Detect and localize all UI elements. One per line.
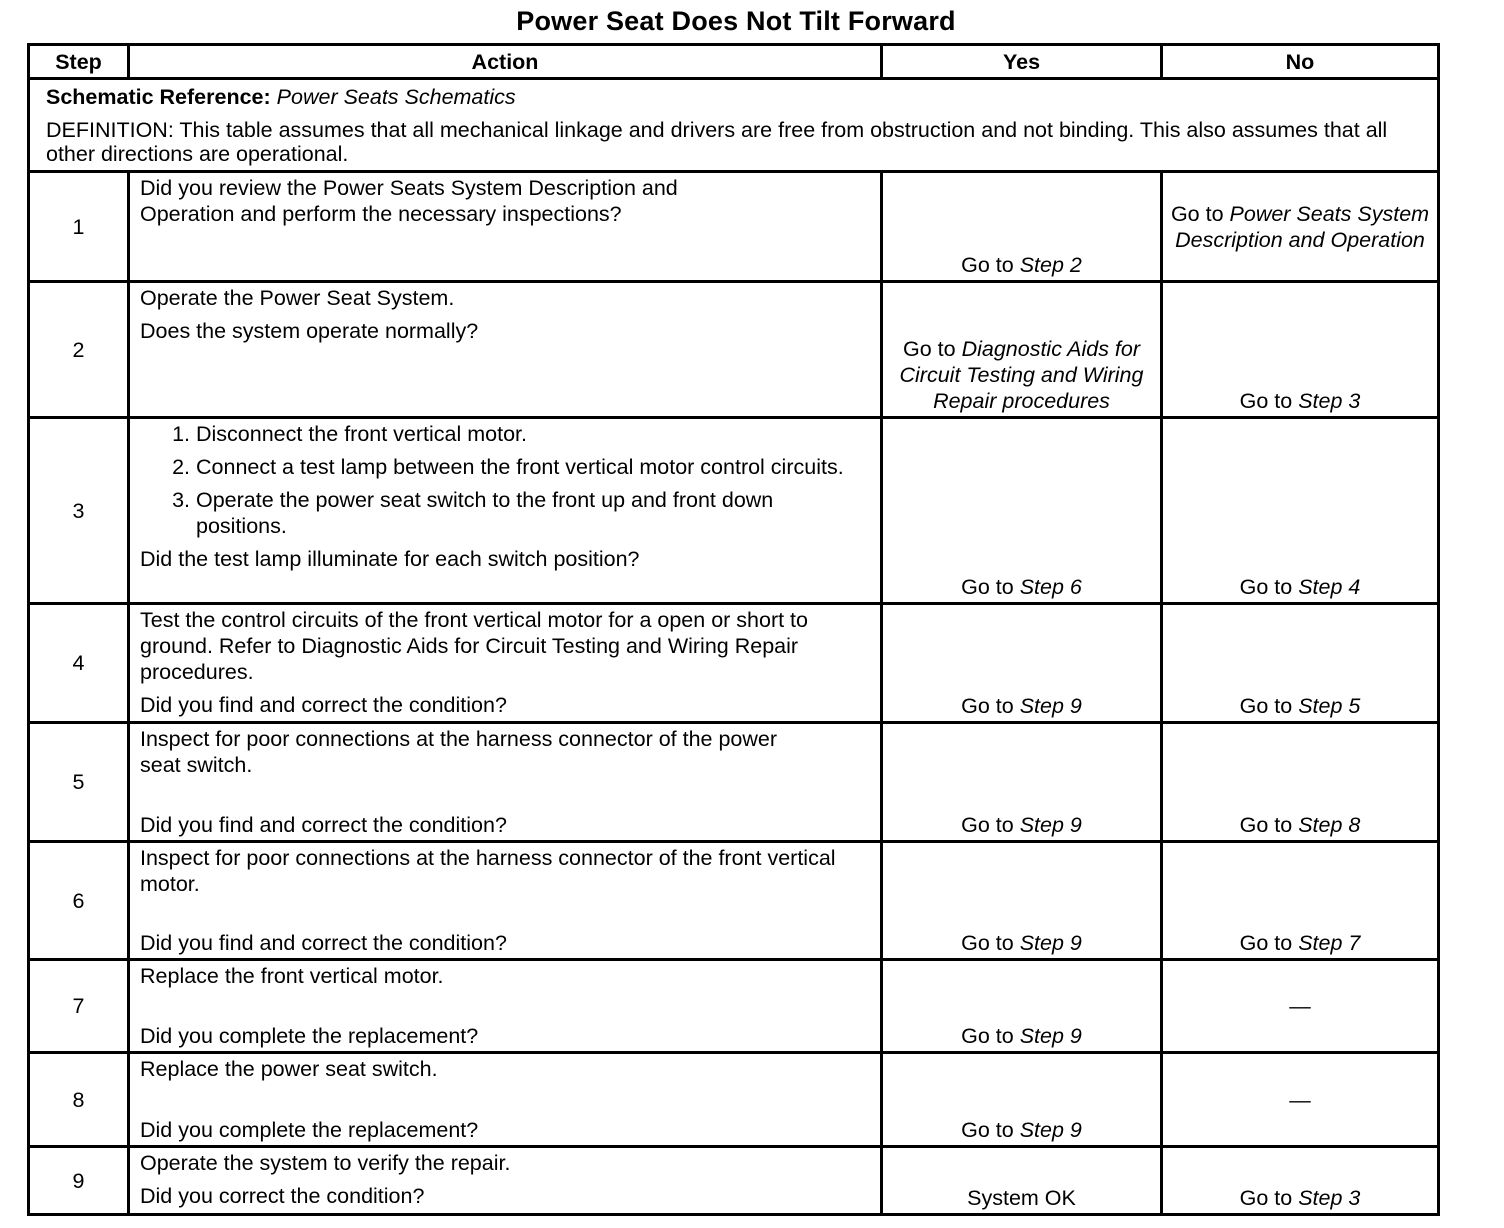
action-cell — [129, 418, 882, 604]
no-value-dash: — — [1289, 994, 1311, 1018]
yes-value: System OK — [967, 1186, 1076, 1210]
table-row — [29, 282, 1439, 418]
header-action: Action — [129, 45, 882, 79]
no-cell — [1162, 723, 1439, 842]
yes-prefix: Go to — [902, 337, 956, 361]
action-cell — [129, 1053, 882, 1147]
action-question: Did you find and correct the condition? — [140, 693, 507, 717]
schematic-reference-link[interactable]: Power Seats Schematics — [276, 85, 516, 109]
yes-prefix: Go to — [961, 694, 1014, 718]
table-row — [29, 1053, 1439, 1147]
yes-link[interactable]: Step 9 — [1019, 1118, 1082, 1142]
action-cell — [129, 960, 882, 1053]
yes-cell — [882, 604, 1162, 723]
action-text: Did you review the Power Seats System Description and Operation and perform the necessary inspections? — [140, 176, 678, 226]
schematic-reference — [46, 84, 1421, 110]
step-number: 5 — [29, 723, 129, 842]
action-question: Did you complete the replacement? — [140, 1118, 479, 1142]
action-text: Replace the front vertical motor. — [140, 964, 444, 988]
definition-text: DEFINITION: This table assumes that all mechanical linkage and drivers are free from obstruction and not binding. This also assumes that all other directions are operational. — [46, 118, 1388, 166]
step-number: 2 — [29, 282, 129, 418]
step-number: 9 — [29, 1147, 129, 1215]
table-row — [29, 723, 1439, 842]
step-number: 3 — [29, 418, 129, 604]
schematic-reference-label: Schematic Reference: — [46, 85, 271, 109]
no-cell — [1162, 1147, 1439, 1215]
no-link[interactable]: Step 8 — [1298, 813, 1361, 837]
yes-prefix: Go to — [961, 813, 1014, 837]
no-prefix: Go to — [1239, 931, 1293, 955]
yes-prefix: Go to — [961, 1024, 1014, 1048]
table-row — [29, 418, 1439, 604]
action-question: Did you find and correct the condition? — [140, 931, 507, 955]
reference-row — [29, 79, 1439, 172]
yes-cell — [882, 172, 1162, 282]
yes-link[interactable]: Step 6 — [1019, 575, 1082, 599]
no-cell — [1162, 1053, 1439, 1147]
yes-link[interactable]: Step 9 — [1019, 1024, 1082, 1048]
yes-prefix: Go to — [961, 253, 1014, 277]
step-number: 4 — [29, 604, 129, 723]
yes-cell — [882, 960, 1162, 1053]
no-link[interactable]: Step 4 — [1298, 575, 1361, 599]
action-question: Did you complete the replacement? — [140, 1024, 479, 1048]
table-row — [29, 172, 1439, 282]
table-row — [29, 960, 1439, 1053]
step-number: 6 — [29, 842, 129, 960]
yes-link[interactable]: Step 9 — [1019, 694, 1082, 718]
action-step-item: 1. Disconnect the front vertical motor. — [196, 421, 870, 447]
header-step: Step — [29, 45, 129, 79]
no-cell — [1162, 604, 1439, 723]
action-text: Inspect for poor connections at the harness connector of the power seat switch. — [140, 727, 778, 777]
action-cell — [129, 1147, 882, 1215]
no-link[interactable]: Step 5 — [1298, 694, 1361, 718]
action-text: Test the control circuits of the front vertical motor for a open or short to ground. Refer to Diagnostic Aids for Circuit Testing and Wiring Repair procedures. — [140, 608, 808, 684]
action-question: Did the test lamp illuminate for each switch position? — [140, 547, 640, 571]
step-number: 7 — [29, 960, 129, 1053]
action-text: Operate the Power Seat System. — [140, 286, 455, 310]
page-title: Power Seat Does Not Tilt Forward — [516, 6, 956, 36]
step-number: 1 — [29, 172, 129, 282]
yes-prefix: Go to — [961, 931, 1014, 955]
no-link[interactable]: Step 3 — [1298, 1186, 1361, 1210]
yes-cell — [882, 723, 1162, 842]
yes-cell — [882, 842, 1162, 960]
no-prefix: Go to — [1239, 694, 1293, 718]
action-text: Inspect for poor connections at the harness connector of the front vertical motor. — [140, 846, 836, 896]
action-cell — [129, 723, 882, 842]
action-cell — [129, 842, 882, 960]
action-step-item: 2. Connect a test lamp between the front vertical motor control circuits. — [196, 454, 870, 480]
action-cell — [129, 172, 882, 282]
diagnostic-table — [27, 43, 1440, 1216]
no-value-dash: — — [1289, 1087, 1311, 1112]
no-prefix: Go to — [1239, 813, 1293, 837]
no-link[interactable]: Step 3 — [1298, 389, 1361, 413]
no-prefix: Go to — [1239, 389, 1293, 413]
action-text: Operate the system to verify the repair. — [140, 1151, 511, 1175]
no-cell — [1162, 960, 1439, 1053]
yes-prefix: Go to — [961, 1118, 1014, 1142]
action-steps-list — [140, 421, 870, 539]
no-link[interactable]: Step 7 — [1298, 931, 1361, 955]
yes-prefix: Go to — [961, 575, 1014, 599]
no-link[interactable]: Power Seats System Description and Operation — [1175, 201, 1430, 252]
yes-cell — [882, 418, 1162, 604]
no-cell — [1162, 842, 1439, 960]
reference-cell — [29, 79, 1439, 172]
no-cell — [1162, 418, 1439, 604]
action-cell — [129, 282, 882, 418]
yes-cell — [882, 282, 1162, 418]
no-cell — [1162, 172, 1439, 282]
step-number: 8 — [29, 1053, 129, 1147]
table-header-row — [29, 45, 1439, 79]
table-row — [29, 1147, 1439, 1215]
yes-link[interactable]: Step 9 — [1019, 931, 1082, 955]
action-text: Replace the power seat switch. — [140, 1057, 438, 1081]
no-cell — [1162, 282, 1439, 418]
yes-link[interactable]: Step 2 — [1019, 253, 1082, 277]
action-question: Did you correct the condition? — [140, 1184, 425, 1208]
header-no: No — [1162, 45, 1439, 79]
action-question: Does the system operate normally? — [140, 319, 479, 343]
header-yes: Yes — [882, 45, 1162, 79]
action-step-item: 3. Operate the power seat switch to the front up and front down positions. — [196, 487, 870, 539]
yes-cell — [882, 1147, 1162, 1215]
table-row — [29, 842, 1439, 960]
table-row — [29, 604, 1439, 723]
yes-link[interactable]: Diagnostic Aids for Circuit Testing and Wiring Repair procedures — [899, 337, 1144, 413]
yes-cell — [882, 1053, 1162, 1147]
action-question: Did you find and correct the condition? — [140, 813, 507, 837]
no-prefix: Go to — [1239, 1186, 1293, 1210]
no-prefix: Go to — [1239, 575, 1293, 599]
yes-link[interactable]: Step 9 — [1019, 813, 1082, 837]
no-prefix: Go to — [1170, 201, 1224, 226]
action-cell — [129, 604, 882, 723]
